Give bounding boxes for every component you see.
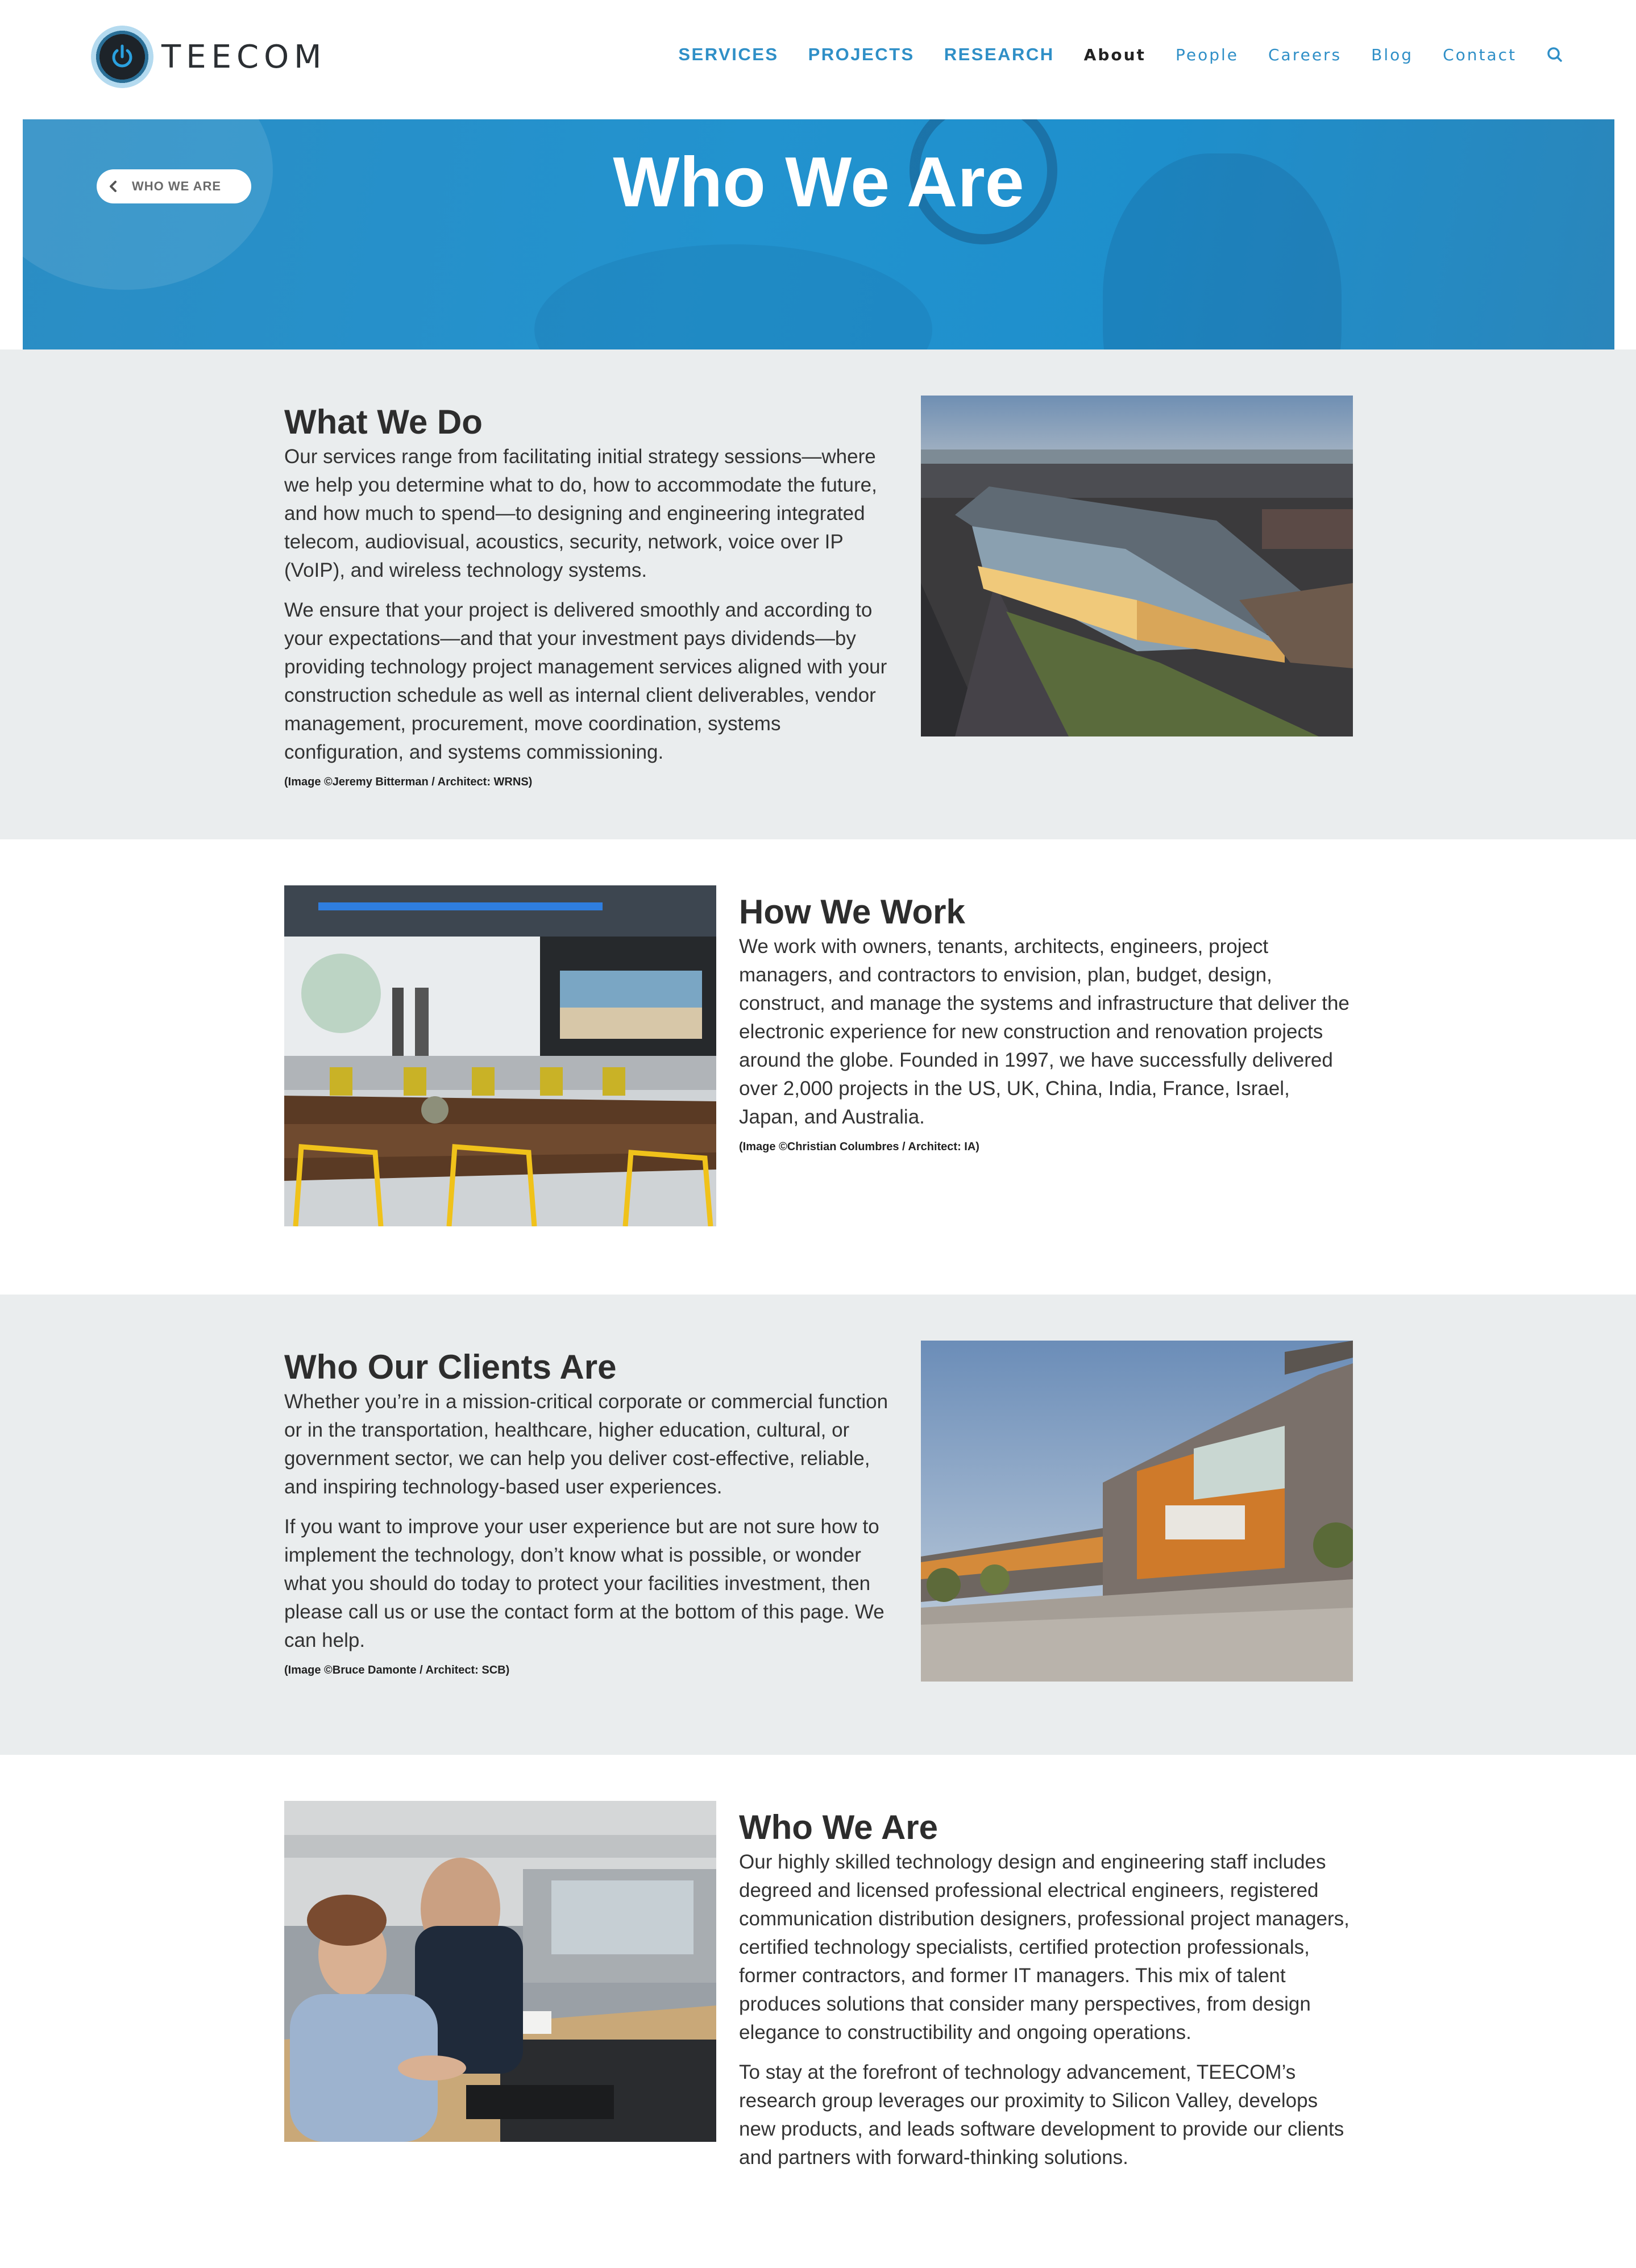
nav-about[interactable]: About: [1083, 45, 1146, 64]
nav-projects[interactable]: PROJECTS: [808, 44, 915, 64]
image-credit: (Image ©Christian Columbres / Architect: IA): [739, 1141, 979, 1153]
breadcrumb-label: WHO WE ARE: [132, 179, 222, 193]
main-navigation: [649, 44, 1564, 65]
nav-research[interactable]: RESEARCH: [944, 44, 1054, 64]
nav-contact[interactable]: Contact: [1443, 45, 1517, 64]
section-title: Who Our Clients Are: [284, 1348, 617, 1386]
section-who-our-clients-are: [0, 1295, 1636, 1755]
nav-careers[interactable]: Careers: [1268, 45, 1342, 64]
nav-blog[interactable]: Blog: [1371, 45, 1414, 64]
section-what-we-do: [0, 349, 1636, 839]
page-title: Who We Are: [613, 143, 1024, 222]
section-how-we-work: [0, 839, 1636, 1295]
office-interior-photo: [284, 885, 716, 1226]
paragraph: Our services range from facilitating initial strategy sessions—where we help you determine what to do, how to accommodate the future, and how much to spend—to designing and engineering integrated telecom, audiovisual, acoustics, security, network, voice over IP (VoIP), and wireless technology systems.: [284, 446, 877, 581]
logo-wordmark: TEECOM: [161, 38, 327, 76]
paragraph: Our highly skilled technology design and engineering staff includes degreed and licensed professional electrical engineers, registered communication distribution designers, professional project managers, certified technology specialists, certified protection professionals, former contractors, and former IT managers. This mix of talent produces solutions that consider many perspectives, from design elegance to constructibility and ongoing operations.: [739, 1851, 1350, 2044]
teecom-logo[interactable]: [91, 23, 326, 91]
paragraph: Whether you’re in a mission-critical corporate or commercial function or in the transportation, healthcare, higher education, cultural, or government sector, we can help you deliver cost-effective, reliable, and inspiring technology-based user experiences.: [284, 1391, 888, 1498]
image-credit: (Image ©Bruce Damonte / Architect: SCB): [284, 1664, 510, 1676]
image-credit: (Image ©Jeremy Bitterman / Architect: WRNS): [284, 776, 533, 788]
section-who-we-are: [0, 1755, 1636, 2268]
campus-building-photo: [921, 1341, 1353, 1682]
section-title: How We Work: [739, 893, 965, 931]
paragraph: We work with owners, tenants, architects, engineers, project managers, and contractors to envision, plan, budget, design, construct, and manage the systems and infrastructure that deliver the electronic experience for new construction and renovation projects around the globe. Founded in 1997, we have successfully delivered over 2,000 projects in the US, UK, China, India, France, Israel, Japan, and Australia.: [739, 935, 1350, 1128]
hero-blur-decoration: [534, 244, 932, 349]
building-aerial-photo: [921, 396, 1353, 736]
power-icon: [91, 26, 153, 88]
nav-people[interactable]: People: [1175, 45, 1239, 64]
section-title: Who We Are: [739, 1808, 939, 1846]
section-title: What We Do: [284, 403, 483, 441]
hero-banner: [23, 119, 1614, 349]
nav-services[interactable]: SERVICES: [678, 44, 779, 64]
paragraph: To stay at the forefront of technology advancement, TEECOM’s research group leverages our proximity to Silicon Valley, develops new products, and leads software development to provide our clients and partners with forward-thinking solutions.: [739, 2061, 1344, 2169]
search-icon[interactable]: [1545, 45, 1564, 64]
engineers-at-desk-photo: [284, 1801, 716, 2142]
paragraph: We ensure that your project is delivered smoothly and according to your expectations—and that your investment pays dividends—by providing technology project management services aligned with your construction schedule as well as internal client deliverables, vendor management, procurement, move coordination, systems configuration, and systems commissioning.: [284, 599, 887, 763]
site-header: [0, 0, 1636, 119]
paragraph: If you want to improve your user experience but are not sure how to implement the technology, don’t know what is possible, or wonder what you should do today to protect your facilities investment, then please call us or use the contact form at the bottom of this page. We can help.: [284, 1516, 885, 1651]
